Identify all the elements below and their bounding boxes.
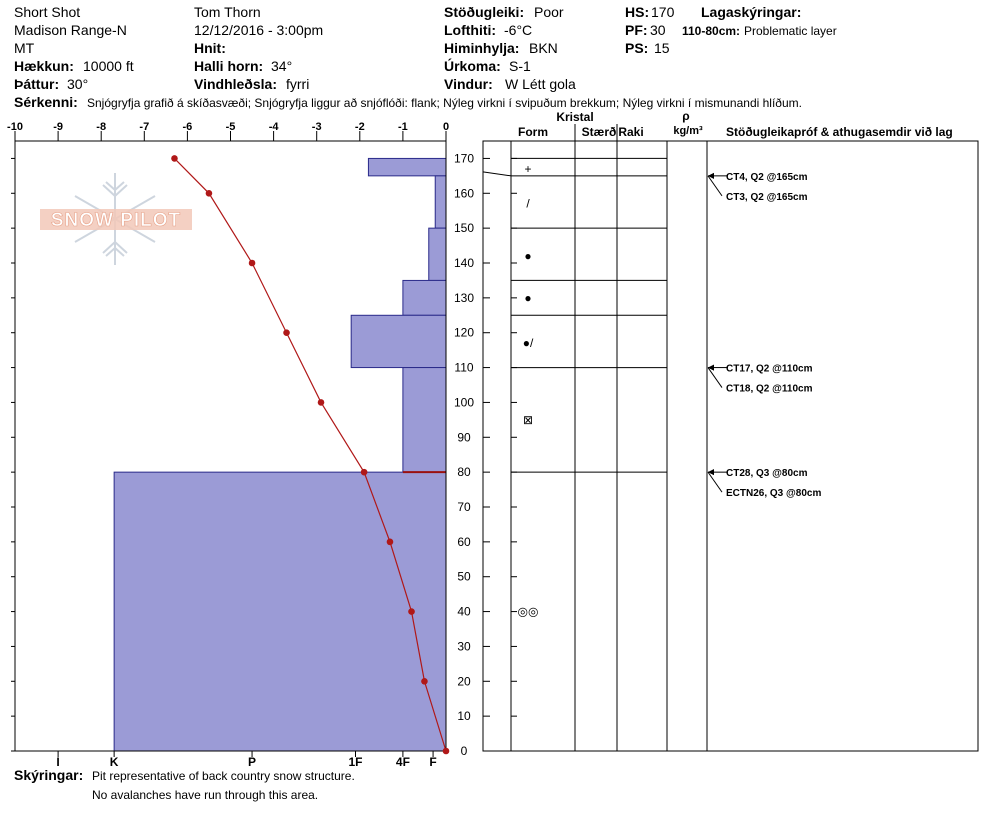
hardness-tick-label: P — [248, 755, 257, 769]
stability-test — [708, 364, 813, 375]
stability-test-pointer — [708, 176, 722, 196]
stability-test-pointer — [708, 368, 722, 388]
stability-label: Stöðugleiki: — [444, 4, 525, 20]
layer-note-value: Problematic layer — [744, 24, 837, 38]
hs-value: 170 — [651, 4, 675, 20]
temperature-point — [283, 329, 290, 336]
wind-load-label: Vindhleðsla: — [194, 76, 277, 92]
depth-tick-label: 80 — [457, 465, 471, 480]
temp-tick-label: -10 — [7, 121, 23, 133]
temperature-point — [421, 678, 428, 685]
stability-value: Poor — [534, 4, 564, 20]
stability-test — [708, 172, 808, 183]
hardness-bar — [368, 158, 446, 175]
hardness-bar — [351, 315, 446, 367]
temperature-point — [206, 190, 213, 197]
hardness-bar — [403, 368, 446, 473]
temperature-point — [408, 608, 415, 615]
stability-test-pointer — [708, 472, 722, 492]
depth-tick-label: 40 — [457, 604, 471, 619]
depth-tick-label: 100 — [453, 395, 475, 410]
depth-tick-label: 30 — [457, 639, 471, 654]
features-value: Snjógryfja grafið á skíðasvæði; Snjógryfja liggur að snjóflóði: flank; Nýleg virkni í svipuðum brekkum; Nýleg virkni í mismunandi hlíðum. — [87, 96, 802, 110]
hardness-tick-label: I — [56, 755, 60, 769]
stability-test-label: CT3, Q2 @165cm — [726, 191, 808, 203]
observer-name: Tom Thorn — [194, 4, 261, 20]
layer-note-label: 110-80cm: — [682, 24, 741, 38]
elevation-value: 10000 ft — [83, 58, 134, 74]
temp-tick-label: -5 — [225, 121, 236, 133]
location-name: Short Shot — [14, 4, 81, 20]
wind-value: W Létt gola — [505, 76, 576, 92]
depth-tick-label: 90 — [457, 430, 471, 445]
stability-test — [708, 468, 808, 479]
precip-value: S-1 — [509, 58, 531, 74]
stability-test-label: CT4, Q2 @165cm — [726, 171, 808, 183]
depth-tick-label: 10 — [457, 709, 471, 724]
hardness-tick-label: K — [109, 755, 119, 769]
hardness-tick-label: 4F — [395, 755, 410, 769]
aspect-value: 30° — [67, 76, 89, 92]
hardness-bar — [429, 228, 446, 280]
kristal-header: Kristal — [556, 110, 594, 124]
temp-tick-label: -2 — [354, 121, 365, 133]
depth-tick-label: 60 — [457, 534, 471, 549]
pf-value: 30 — [650, 22, 666, 38]
observation-datetime: 12/12/2016 - 3:00pm — [194, 22, 324, 38]
temperature-point — [443, 748, 450, 755]
depth-tick-label: 130 — [453, 290, 475, 305]
temperature-point — [171, 155, 178, 162]
temperature-point — [361, 469, 368, 476]
hardness-bar — [435, 176, 446, 228]
depth-tick-label: 0 — [460, 744, 468, 758]
stability-test-label: CT28, Q3 @80cm — [726, 468, 808, 480]
grid-frame — [483, 141, 978, 751]
crystal-form-symbol: + — [524, 161, 532, 176]
temperature-point — [318, 399, 325, 406]
air-temp-label: Lofthiti: — [444, 22, 497, 38]
temp-tick-label: -8 — [96, 121, 107, 133]
crystal-form-symbol: / — [526, 196, 530, 211]
slope-label: Halli horn: — [194, 58, 264, 74]
temperature-point — [249, 260, 256, 267]
range-name: Madison Range-N — [14, 22, 127, 38]
depth-tick-label: 50 — [457, 569, 471, 584]
depth-tick-label: 20 — [457, 674, 471, 689]
state-name: MT — [14, 40, 35, 56]
snow-pilot-logo — [40, 173, 192, 265]
depth-tick-label: 110 — [454, 360, 474, 375]
density-unit-header: kg/m³ — [673, 125, 703, 137]
depth-tick-label: 70 — [457, 500, 471, 514]
size-header: Stærð — [581, 125, 617, 139]
layer-legend-label: Lagaskýringar: — [701, 4, 802, 20]
temperature-point — [387, 539, 394, 546]
depth-tick-label: 160 — [453, 186, 475, 201]
notes-label: Skýringar: — [14, 767, 84, 783]
crystal-form-symbol: ●/ — [522, 336, 534, 351]
ps-label: PS: — [625, 40, 649, 56]
stability-test-label: ECTN26, Q3 @80cm — [726, 488, 822, 500]
wind-label: Vindur: — [444, 76, 493, 92]
ps-value: 15 — [654, 40, 670, 56]
coords-label: Hnit: — [194, 40, 226, 56]
temp-tick-label: -4 — [268, 121, 279, 133]
moisture-header: Raki — [618, 125, 644, 139]
temp-tick-label: -6 — [182, 121, 193, 133]
crystal-forms — [518, 162, 539, 619]
layer-connector — [483, 172, 511, 176]
notes-line-1: Pit representative of back country snow structure. — [92, 769, 355, 783]
hardness-bars — [114, 158, 446, 751]
hardness-bar — [403, 280, 446, 315]
temp-tick-label: -7 — [139, 121, 150, 133]
features-label: Sérkenni: — [14, 94, 78, 110]
sky-label: Himinhylja: — [444, 40, 520, 56]
sky-value: BKN — [529, 40, 558, 56]
crystal-form-symbol: ◎◎ — [517, 604, 539, 619]
depth-tick-label: 150 — [453, 221, 475, 236]
wind-load-value: fyrri — [286, 76, 310, 92]
notes-line-2: No avalanches have run through this area. — [92, 788, 319, 802]
precip-label: Úrkoma: — [444, 58, 501, 74]
stability-test-label: CT17, Q2 @110cm — [726, 363, 813, 375]
logo-text: SNOW PILOT — [50, 210, 182, 231]
form-header: Form — [518, 125, 548, 139]
hardness-bar — [114, 472, 446, 751]
stability-tests — [708, 172, 821, 499]
crystal-form-symbol: ⊠ — [522, 412, 534, 427]
depth-tick-label: 120 — [453, 325, 475, 340]
aspect-label: Þáttur: — [14, 76, 60, 92]
hardness-tick-label: 1F — [348, 755, 363, 769]
temp-tick-label: -1 — [398, 121, 408, 133]
depth-tick-label: 170 — [453, 151, 475, 166]
slope-value: 34° — [271, 58, 293, 74]
elevation-label: Hækkun: — [14, 58, 74, 74]
crystal-form-symbol: ● — [524, 290, 532, 305]
depth-tick-label: 140 — [453, 256, 475, 270]
tests-header: Stöðugleikapróf & athugasemdir við lag — [726, 125, 953, 139]
temp-tick-label: -3 — [311, 121, 322, 133]
hs-label: HS: — [625, 4, 650, 20]
temp-tick-label: 0 — [442, 121, 450, 133]
rho-header: ρ — [682, 109, 690, 123]
pf-label: PF: — [625, 22, 648, 38]
hardness-tick-label: F — [429, 755, 437, 769]
crystal-form-symbol: ● — [524, 249, 532, 264]
temp-tick-label: -9 — [53, 121, 63, 133]
air-temp-value: -6°C — [504, 22, 533, 38]
stability-test-label: CT18, Q2 @110cm — [726, 383, 813, 395]
